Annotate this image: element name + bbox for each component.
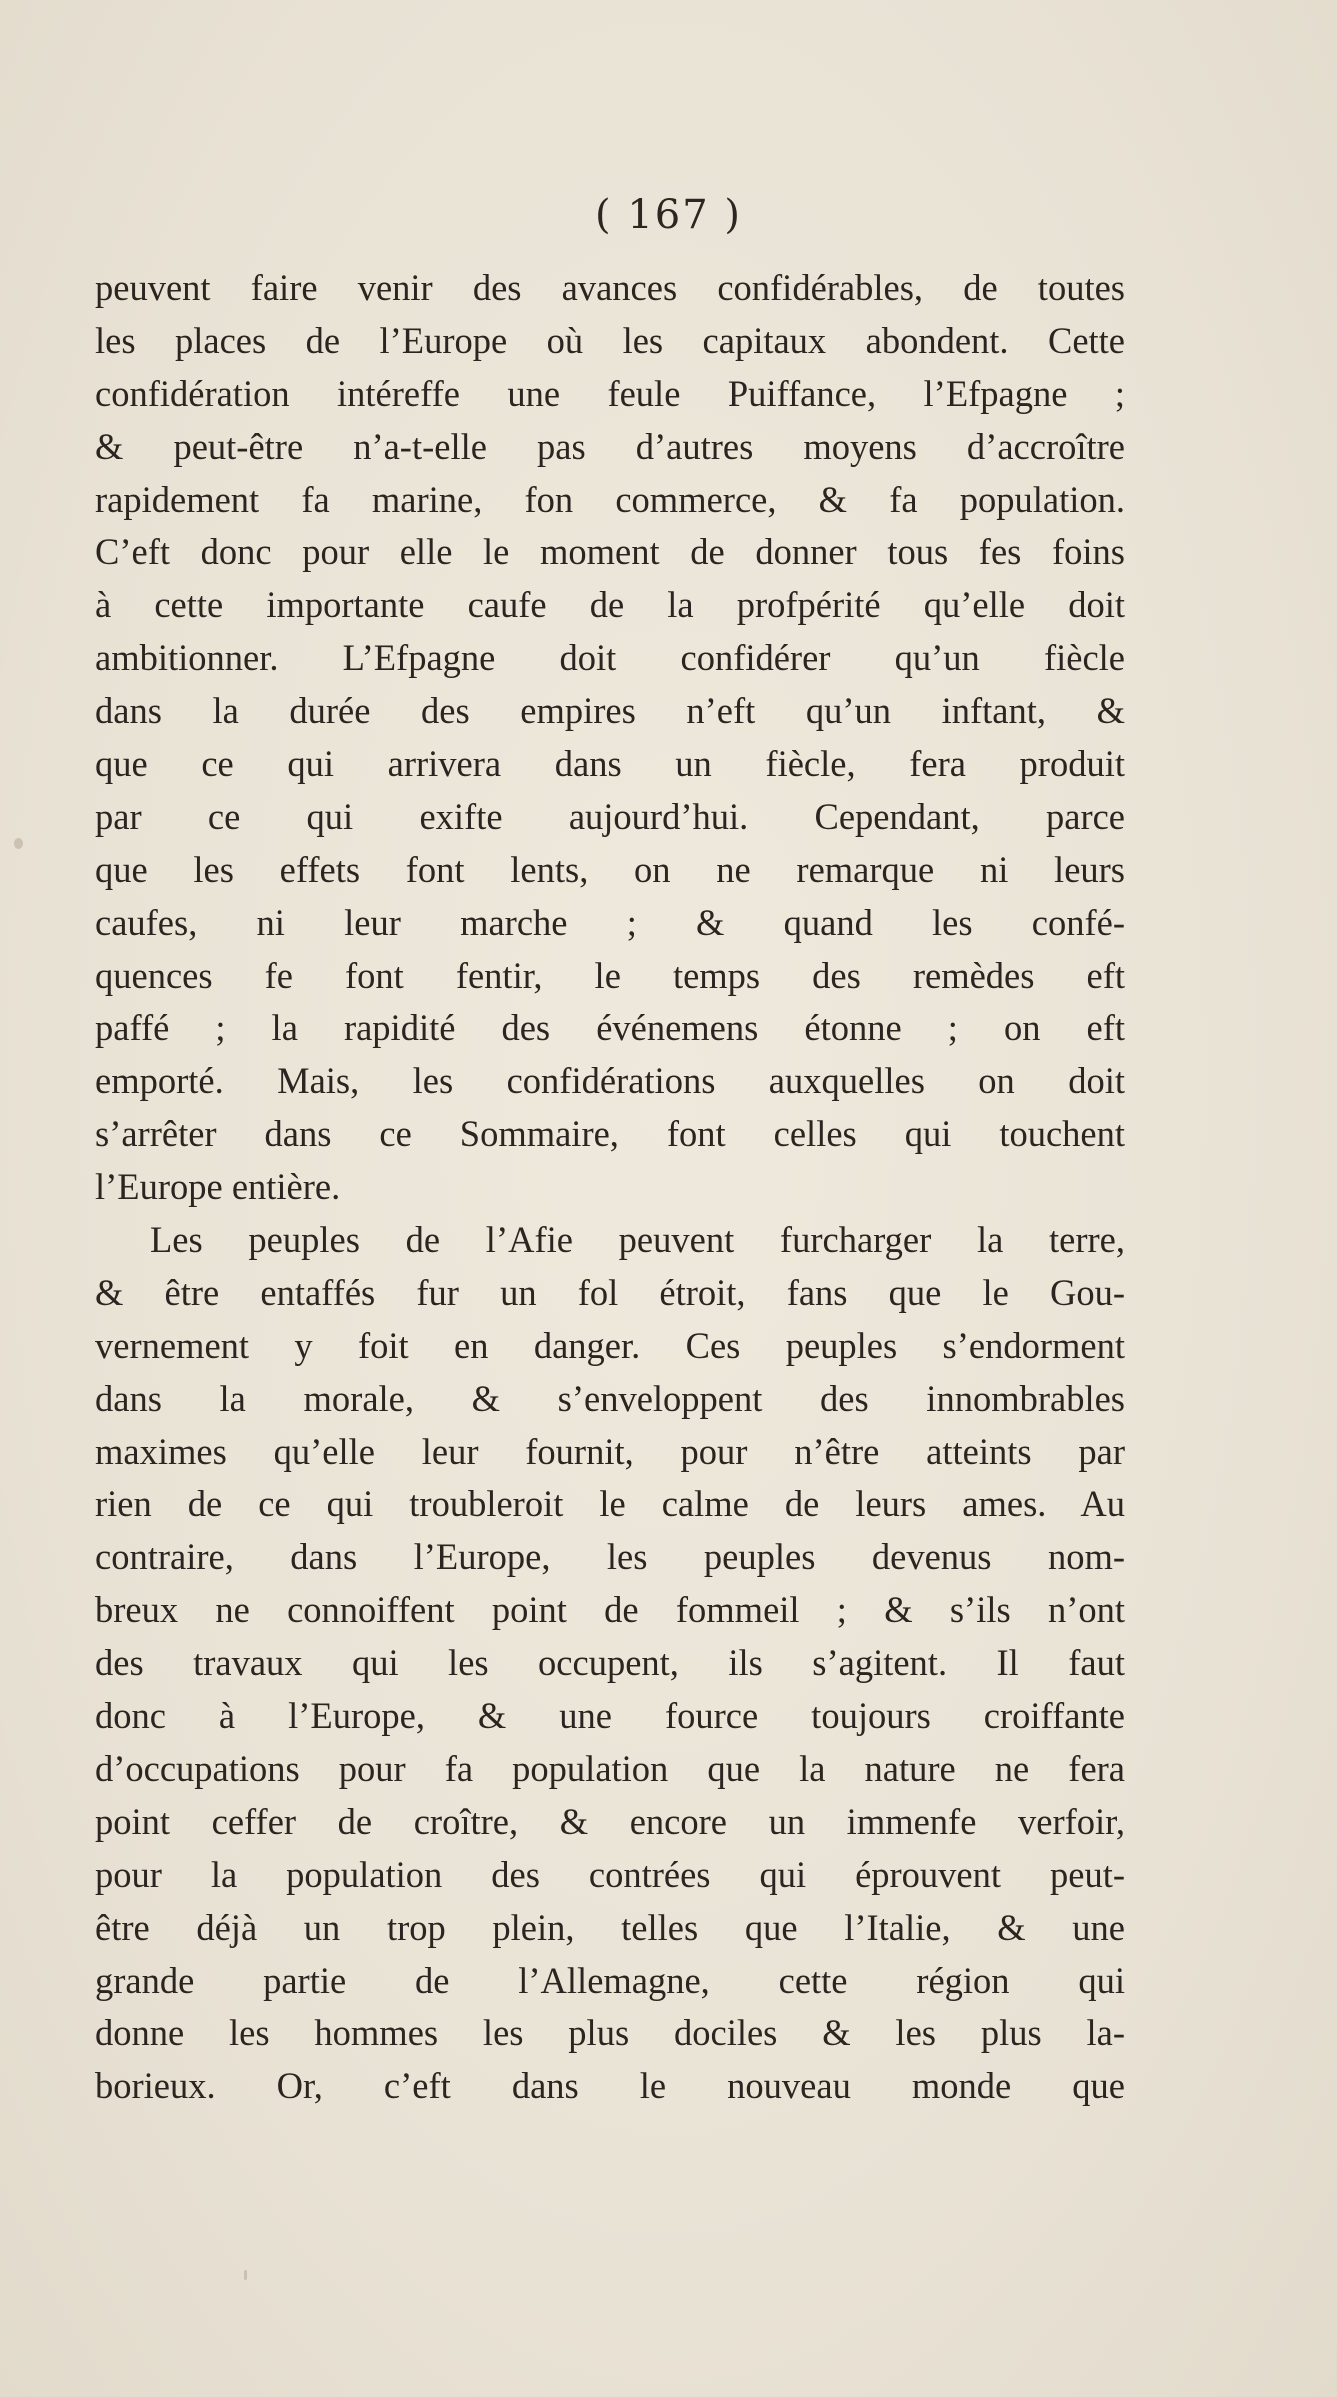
text-line: vernement y foit en danger. Ces peuples s’endorment	[95, 1324, 1125, 1366]
text-line: confidération intéreffe une feule Puiffance, l’Efpagne ;	[95, 372, 1125, 414]
text-line: d’occupations pour fa population que la nature ne fera	[95, 1747, 1125, 1789]
text-line: quences fe font fentir, le temps des remèdes eft	[95, 954, 1125, 996]
text-line: que ce qui arrivera dans un fiècle, fera produit	[95, 743, 1125, 785]
text-line: & être entaffés fur un fol étroit, fans que le Gou-	[95, 1271, 1125, 1313]
text-line: Les peuples de l’Afie peuvent furcharger la terre,	[150, 1219, 1125, 1261]
text-line: donne les hommes les plus dociles & les plus la-	[95, 2012, 1125, 2054]
text-line: ambitionner. L’Efpagne doit confidérer qu’un fiècle	[95, 637, 1125, 679]
paper-speck	[14, 838, 23, 849]
text-line: contraire, dans l’Europe, les peuples devenus nom-	[95, 1536, 1125, 1578]
text-line: s’arrêter dans ce Sommaire, font celles qui touchent	[95, 1113, 1125, 1155]
text-line: & peut-être n’a-t-elle pas d’autres moyens d’accroître	[95, 425, 1125, 467]
text-line: les places de l’Europe où les capitaux abondent. Cette	[95, 319, 1125, 361]
text-line: des travaux qui les occupent, ils s’agitent. Il faut	[95, 1642, 1125, 1684]
text-line: borieux. Or, c’eft dans le nouveau monde que	[95, 2065, 1125, 2107]
text-line: rien de ce qui troubleroit le calme de leurs ames. Au	[95, 1483, 1125, 1525]
text-line: maximes qu’elle leur fournit, pour n’être atteints par	[95, 1430, 1125, 1472]
body-text	[95, 262, 1125, 2113]
text-line: que les effets font lents, on ne remarque ni leurs	[95, 848, 1125, 890]
text-line: dans la durée des empires n’eft qu’un inftant, &	[95, 690, 1125, 732]
text-line: pour la population des contrées qui éprouvent peut-	[95, 1853, 1125, 1895]
text-line: être déjà un trop plein, telles que l’Italie, & une	[95, 1906, 1125, 1948]
paragraph-1	[95, 262, 1125, 1214]
text-line: par ce qui exifte aujourd’hui. Cependant, parce	[95, 795, 1125, 837]
paragraph-2	[95, 1214, 1125, 2113]
text-line: rapidement fa marine, fon commerce, & fa population.	[95, 478, 1125, 520]
text-line: breux ne connoiffent point de fommeil ; & s’ils n’ont	[95, 1589, 1125, 1631]
text-line: donc à l’Europe, & une fource toujours croiffante	[95, 1695, 1125, 1737]
text-line: peuvent faire venir des avances confidérables, de toutes	[95, 267, 1125, 308]
text-line: point ceffer de croître, & encore un immenfe verfoir,	[95, 1800, 1125, 1842]
text-line: caufes, ni leur marche ; & quand les confé-	[95, 901, 1125, 943]
text-line: à cette importante caufe de la profpérité qu’elle doit	[95, 584, 1125, 626]
text-line: grande partie de l’Allemagne, cette région qui	[95, 1959, 1125, 2001]
text-line: emporté. Mais, les confidérations auxquelles on doit	[95, 1060, 1125, 1102]
paper-speck	[244, 2270, 247, 2280]
text-line: paffé ; la rapidité des événemens étonne ; on eft	[95, 1007, 1125, 1049]
text-line: dans la morale, & s’enveloppent des innombrables	[95, 1377, 1125, 1419]
text-line: l’Europe entière.	[95, 1166, 341, 1208]
page-number: ( 167 )	[595, 192, 742, 238]
text-line: C’eft donc pour elle le moment de donner tous fes foins	[95, 531, 1125, 573]
